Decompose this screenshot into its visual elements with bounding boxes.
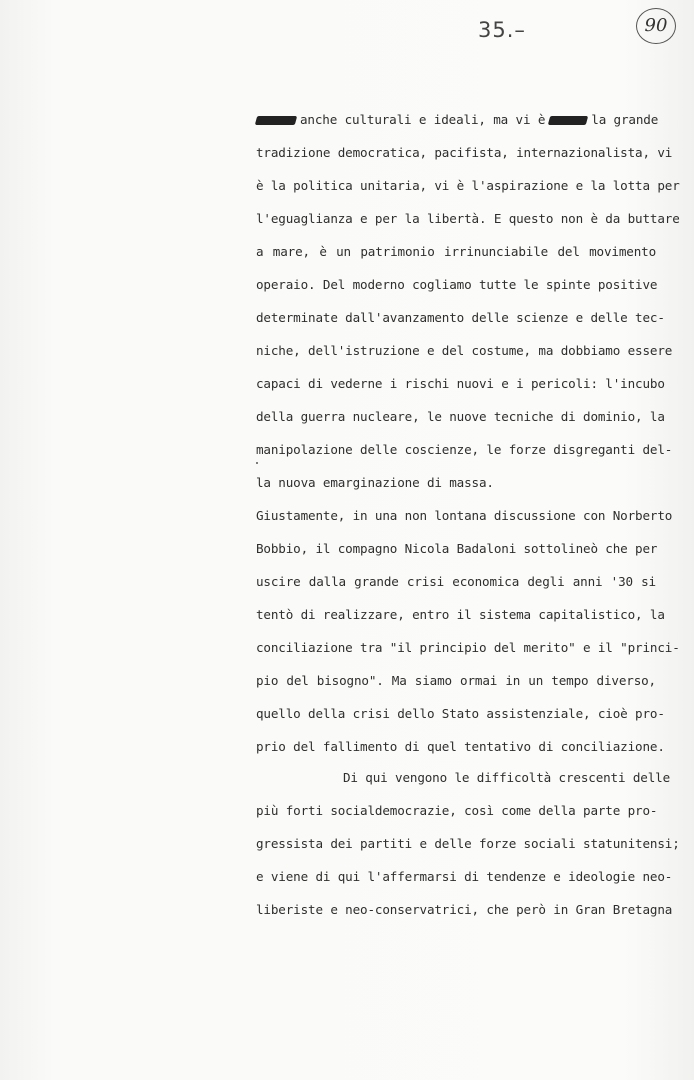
text-line: della guerra nucleare, le nuove tecniche di dominio, la bbox=[256, 409, 665, 424]
text-line: liberiste e neo-conservatrici, che però in Gran Bretagna bbox=[256, 902, 673, 917]
text-line: a mare, è un patrimonio irrinunciabile del movimento bbox=[256, 244, 656, 259]
text-segment: anche culturali e ideali, ma vi è bbox=[300, 112, 546, 127]
page-number: 35.– bbox=[478, 18, 526, 42]
text-segment: la grande bbox=[591, 112, 659, 127]
text-line: uscire dalla grande crisi economica degli anni '30 si bbox=[256, 574, 656, 589]
text-line: tentò di realizzare, entro il sistema capitalistico, la bbox=[256, 607, 665, 622]
text-line: manipolazione delle coscienze, le forze disgreganti del- bbox=[256, 442, 673, 457]
redaction-mark bbox=[255, 116, 297, 125]
text-line: conciliazione tra "il principio del merito" e il "princi- bbox=[256, 640, 680, 655]
text-line: Di qui vengono le difficoltà crescenti delle bbox=[343, 770, 671, 785]
text-line: Bobbio, il compagno Nicola Badaloni sottolineò che per bbox=[256, 541, 658, 556]
text-line: determinate dall'avanzamento delle scienze e delle tec- bbox=[256, 310, 665, 325]
folio-stamp: 90 bbox=[636, 8, 676, 44]
text-line: gressista dei partiti e delle forze sociali statunitensi; bbox=[256, 836, 680, 851]
text-line: Giustamente, in una non lontana discussione con Norberto bbox=[256, 508, 673, 523]
text-line: e viene di qui l'affermarsi di tendenze e ideologie neo- bbox=[256, 869, 673, 884]
text-line: è la politica unitaria, vi è l'aspirazione e la lotta per bbox=[256, 178, 680, 193]
text-line: pio del bisogno". Ma siamo ormai in un tempo diverso, bbox=[256, 673, 656, 688]
text-line: tradizione democratica, pacifista, internazionalista, vi bbox=[256, 145, 673, 160]
text-line: più forti socialdemocrazie, così come della parte pro- bbox=[256, 803, 658, 818]
ink-speck bbox=[256, 462, 258, 464]
text-line: la nuova emarginazione di massa. bbox=[256, 475, 494, 490]
text-line: prio del fallimento di quel tentativo di conciliazione. bbox=[256, 739, 665, 754]
text-line: niche, dell'istruzione e del costume, ma dobbiamo essere bbox=[256, 343, 673, 358]
text-line: quello della crisi dello Stato assistenziale, cioè pro- bbox=[256, 706, 665, 721]
text-line: operaio. Del moderno cogliamo tutte le spinte positive bbox=[256, 277, 658, 292]
text-line: l'eguaglianza e per la libertà. E questo non è da buttare bbox=[256, 211, 680, 226]
redaction-mark bbox=[548, 116, 588, 125]
text-line: capaci di vederne i rischi nuovi e i pericoli: l'incubo bbox=[256, 376, 665, 391]
text-line bbox=[256, 112, 659, 127]
